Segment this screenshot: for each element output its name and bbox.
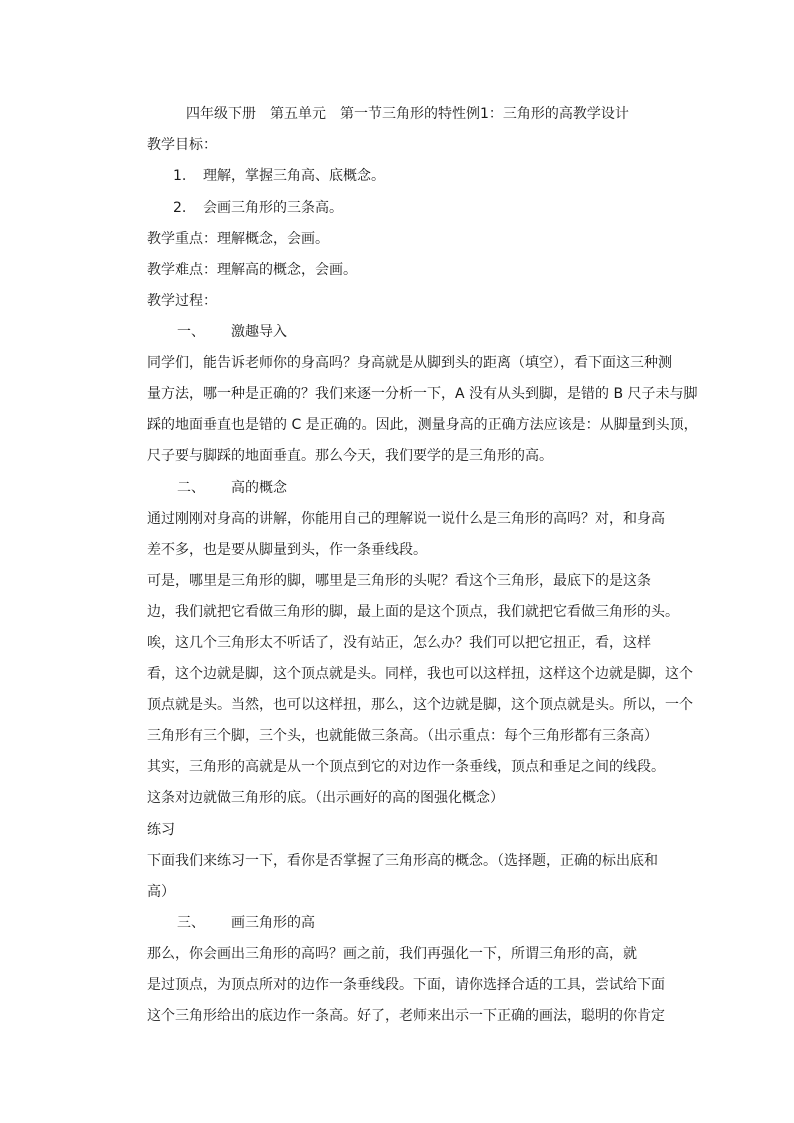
paragraph-concept-3 [147,633,693,757]
paragraph-line: 这个三角形给出的底边作一条高。好了，老师来出示一下正确的画法，聪明的你肯定 [147,1008,665,1024]
paragraph-line: 边，我们就把它看做三角形的脚，最上面的是这个顶点，我们就把它看做三角形的头。 [147,604,679,620]
objective-1-number: 1. [173,168,187,184]
paragraph-line: 三角形有三个脚，三个头，也就能做三条高。（出示重点：每个三角形都有三条高） [147,728,658,744]
paragraph-line: 是过顶点，为顶点所对的边作一条垂线段。下面，请你选择合适的工具，尝试给下面 [147,977,665,993]
section-1-number: 一、 [177,324,205,340]
paragraph-practice [147,851,662,913]
paragraph-line: 量方法，哪一种是正确的？我们来逐一分析一下，A 没有从头到脚，是错的 B 尺子未与脚 [147,386,698,402]
paragraph-line: 那么，你会画出三角形的高吗？画之前，我们再强化一下，所谓三角形的高，就 [147,946,637,962]
section-2-title: 高的概念 [231,480,287,496]
paragraph-line: 同学们，能告诉老师你的身高吗？身高就是从脚到头的距离（填空），看下面这三种测 [147,355,672,371]
paragraph-line: 下面我们来练习一下，看你是否掌握了三角形高的概念。（选择题，正确的标出底和 [147,853,658,869]
section-3-title: 画三角形的高 [231,915,315,931]
paragraph-line: 可是，哪里是三角形的脚，哪里是三角形的头呢？看这个三角形，最底下的是这条 [147,573,651,589]
paragraph-concept-2 [147,571,679,633]
key-points: 教学重点：理解概念，会画。 [147,231,329,247]
paragraph-line: 看，这个边就是脚，这个顶点就是头。同样，我也可以这样扭，这样这个边就是脚，这个 [147,666,693,682]
practice-heading: 练习 [147,822,175,838]
objective-2-number: 2. [173,200,187,216]
paragraph-concept-4 [147,757,665,819]
section-2-number: 二、 [177,480,205,496]
section-1-title: 激趣导入 [231,324,287,340]
paragraph-line: 其实，三角形的高就是从一个顶点到它的对边作一条垂线，顶点和垂足之间的线段。 [147,759,665,775]
paragraph-concept-1 [147,509,665,571]
paragraph-line: 唉，这几个三角形太不听话了，没有站正，怎么办？我们可以把它扭正，看，这样 [147,635,651,651]
section-3-number: 三、 [177,915,205,931]
paragraph-line: 通过刚刚对身高的讲解，你能用自己的理解说一说什么是三角形的高吗？对，和身高 [147,511,665,527]
difficulties: 教学难点：理解高的概念，会画。 [147,262,357,278]
paragraph-line: 踩的地面垂直也是错的 C 是正确的。因此，测量身高的正确方法应该是：从脚量到头顶， [147,417,698,433]
paragraph-intro [147,353,698,477]
paragraph-drawing [147,944,665,1037]
paragraph-line: 高） [147,884,175,900]
paragraph-line: 尺子要与脚踩的地面垂直。那么今天，我们要学的是三角形的高。 [147,448,553,464]
objectives-heading: 教学目标： [147,137,217,153]
objective-2-text: 会画三角形的三条高。 [203,200,343,216]
paragraph-line: 这条对边就做三角形的底。（出示画好的高的图强化概念） [147,790,504,806]
objective-1-text: 理解，掌握三角高、底概念。 [203,168,385,184]
paragraph-line: 顶点就是头。当然，也可以这样扭，那么，这个边就是脚，这个顶点就是头。所以，一个 [147,697,693,713]
process-heading: 教学过程： [147,293,217,309]
document-title: 四年级下册 第五单元 第一节三角形的特性例1：三角形的高教学设计 [186,106,629,122]
paragraph-line: 差不多，也是要从脚量到头，作一条垂线段。 [147,542,427,558]
